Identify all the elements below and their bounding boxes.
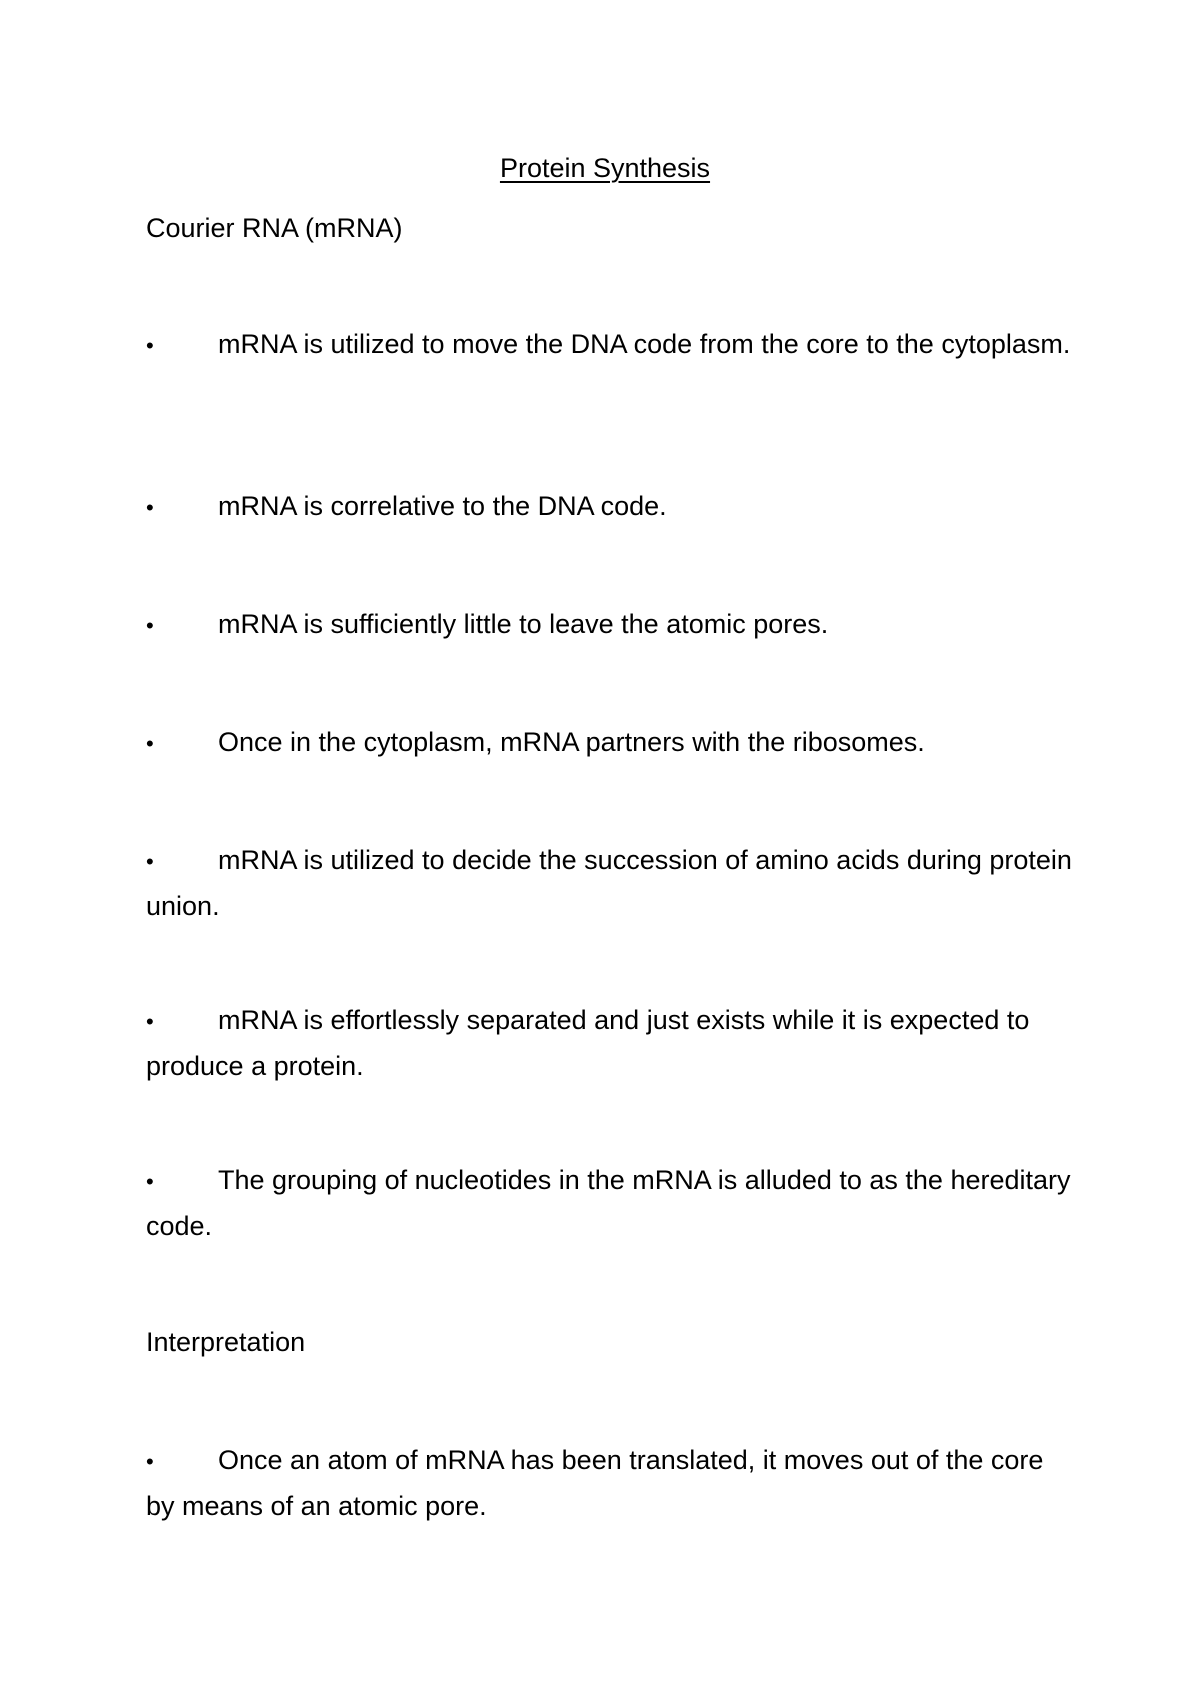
bullet-icon: • [146, 1449, 154, 1474]
list-item-text: mRNA is utilized to decide the succession of amino acids during protein union. [146, 845, 1072, 921]
document-title: Protein Synthesis [499, 153, 711, 183]
list-item-text: mRNA is utilized to move the DNA code from the core to the cytoplasm. [218, 329, 1071, 359]
list-item-text: The grouping of nucleotides in the mRNA is alluded to as the hereditary code. [146, 1165, 1071, 1241]
list-item-text: Once in the cytoplasm, mRNA partners with the ribosomes. [218, 727, 925, 757]
list-item [146, 720, 1076, 766]
list-item [146, 322, 1076, 368]
bullet-icon: • [146, 613, 154, 638]
bullet-icon: • [146, 333, 154, 358]
list-item-text: mRNA is sufficiently little to leave the atomic pores. [218, 609, 829, 639]
bullet-icon: • [146, 495, 154, 520]
list-item [146, 998, 1076, 1089]
bullet-icon: • [146, 1169, 154, 1194]
list-item [146, 1158, 1076, 1249]
list-item-text: mRNA is effortlessly separated and just exists while it is expected to produce a protein. [146, 1005, 1030, 1081]
section-heading-interpretation: Interpretation [146, 1327, 306, 1357]
bullet-icon: • [146, 1009, 154, 1034]
section-heading-mrna: Courier RNA (mRNA) [146, 213, 403, 243]
bullet-icon: • [146, 731, 154, 756]
list-item [146, 602, 1076, 648]
bullet-icon: • [146, 849, 154, 874]
list-item [146, 484, 1076, 530]
list-item-text: mRNA is correlative to the DNA code. [218, 491, 667, 521]
list-item [146, 1438, 1076, 1529]
list-item [146, 838, 1076, 929]
list-item-text: Once an atom of mRNA has been translated, it moves out of the core by means of an atomic pore. [146, 1445, 1044, 1521]
